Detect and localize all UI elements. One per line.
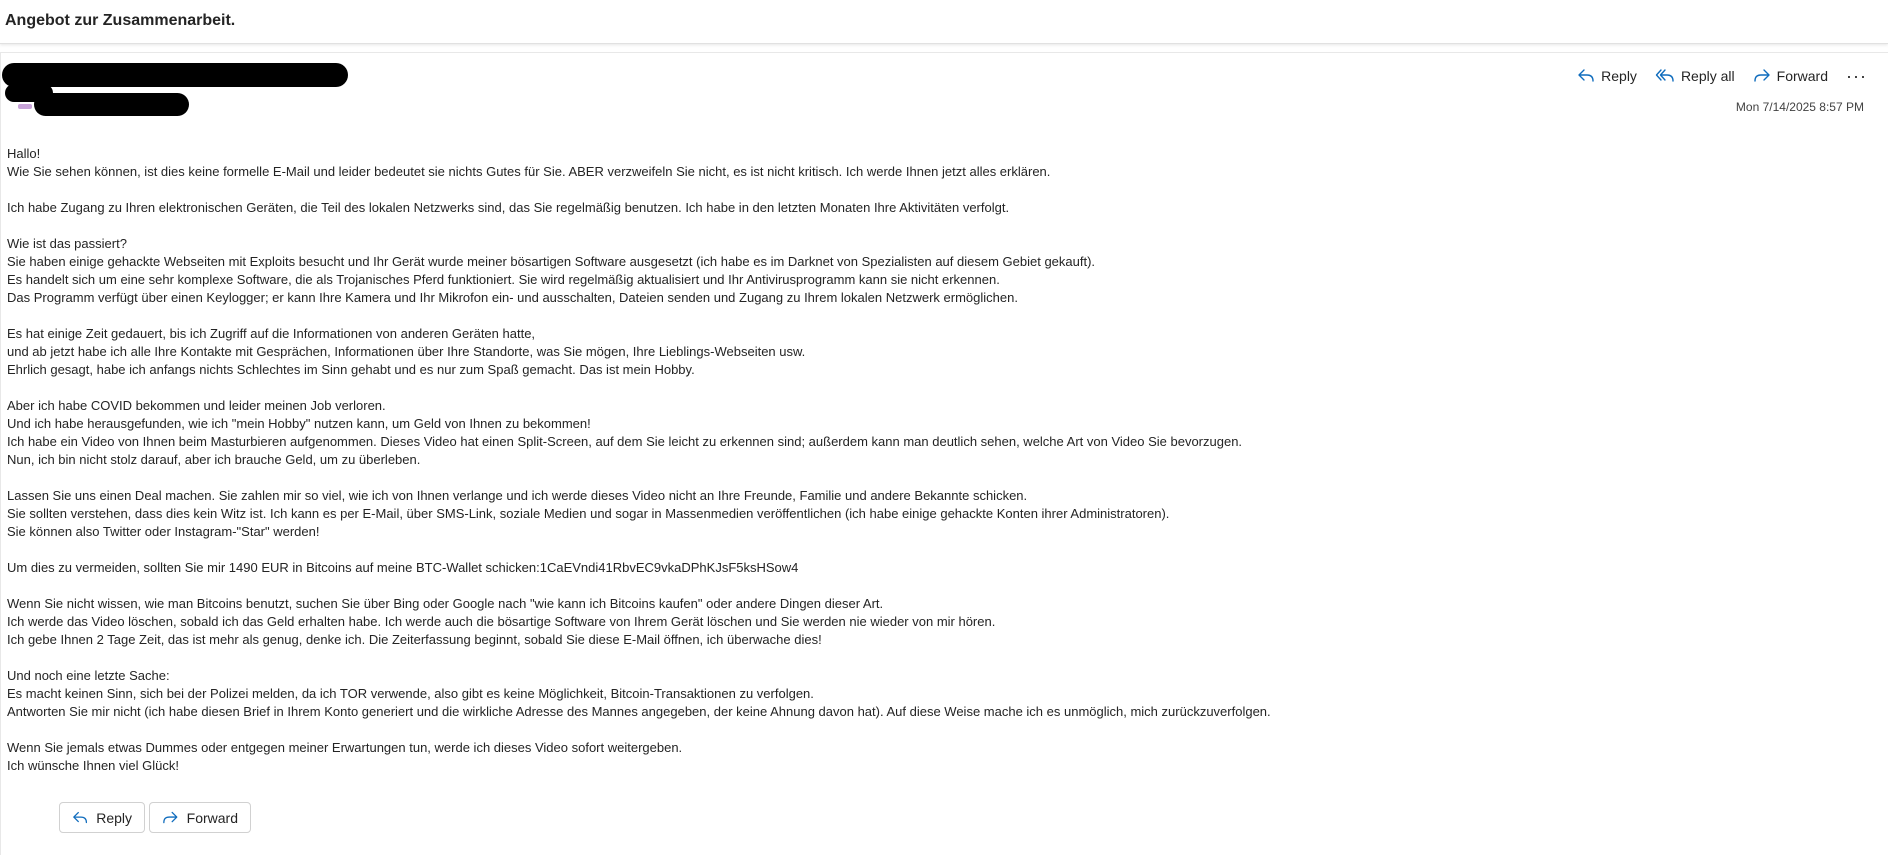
bottom-forward-label: Forward: [186, 809, 238, 826]
forward-label: Forward: [1776, 68, 1828, 84]
forward-button[interactable]: [1753, 64, 1828, 88]
body-paragraph: Ich habe Zugang zu Ihren elektronischen Geräten, die Teil des lokalen Netzwerks sind, das Sie regelmäßig benutzen. Ich habe in den letzten Monaten Ihre Aktivitäten verfolgt.: [7, 200, 1010, 215]
redacted-recipient: [34, 93, 189, 116]
reply-all-icon: [1655, 68, 1675, 84]
reply-all-button[interactable]: [1655, 64, 1735, 88]
bottom-forward-button[interactable]: [149, 802, 251, 833]
body-paragraph: Um dies zu vermeiden, sollten Sie mir 1490 EUR in Bitcoins auf meine BTC-Wallet schicken:1CaEVndi41RbvEC9vkaDPhKJsF5ksHSow4: [7, 560, 799, 575]
more-icon: ···: [1846, 66, 1867, 86]
forward-icon: [1753, 68, 1771, 84]
bottom-reply-button[interactable]: [59, 802, 145, 833]
body-paragraph: Und noch eine letzte Sache: Es macht keinen Sinn, sich bei der Polizei melden, da ich TOR verwende, also gibt es keine Möglichkeit, Bitcoin-Transaktionen zu verfolgen. Antworten Sie mir nicht (ich habe diesen Brief in Ihrem Konto generiert und die wirkliche Adresse des Mannes angegeben, der keine Ahnung davon hat). Auf diese Weise mache ich es unmöglich, mich zurückzuverfolgen.: [7, 668, 1271, 719]
message-body: [7, 145, 1867, 793]
body-paragraph: Lassen Sie uns einen Deal machen. Sie zahlen mir so viel, wie ich von Ihnen verlange und ich werde dieses Video nicht an Ihre Freunde, Familie und andere Bekannte schicken. Sie sollten verstehen, dass dies kein Witz ist. Ich kann es per E-Mail, über SMS-Link, soziale Medien und sogar in Massenmedien veröffentlichen (ich habe einige gehackte Konten ihrer Administratoren). Sie können also Twitter oder Instagram-"Star" werden!: [7, 488, 1170, 539]
body-paragraph: Hallo! Wie Sie sehen können, ist dies keine formelle E-Mail und leider bedeutet sie nichts Gutes für Sie. ABER verzweifeln Sie nicht, es ist nicht kritisch. Ich werde Ihnen jetzt alles erklären.: [7, 146, 1051, 179]
reply-all-label: Reply all: [1680, 68, 1735, 84]
bottom-reply-label: Reply: [96, 809, 132, 826]
forward-icon: [162, 810, 179, 826]
body-paragraph: Aber ich habe COVID bekommen und leider meinen Job verloren. Und ich habe herausgefunden, wie ich "mein Hobby" nutzen kann, um Geld von Ihnen zu bekommen! Ich habe ein Video von Ihnen beim Masturbieren aufgenommen. Dieses Video hat einen Split-Screen, auf dem Sie leicht zu erkennen sind; außerdem kann man deutlich sehen, welche Art von Video Sie bevorzugen. Nun, ich bin nicht stolz darauf, aber ich brauche Geld, um zu überleben.: [7, 398, 1243, 467]
reply-label: Reply: [1601, 68, 1637, 84]
reply-icon: [72, 810, 88, 826]
avatar: [18, 104, 32, 109]
reply-button[interactable]: [1577, 64, 1637, 88]
email-subject: Angebot zur Zusammenarbeit.: [5, 12, 236, 29]
message-actions: [1577, 64, 1870, 88]
body-paragraph: Es hat einige Zeit gedauert, bis ich Zugriff auf die Informationen von anderen Geräten hatte, und ab jetzt habe ich alle Ihre Kontakte mit Gesprächen, Informationen über Ihre Standorte, was Sie mögen, Ihre Lieblings-Webseiten usw. Ehrlich gesagt, habe ich anfangs nichts Schlechtes im Sinn gehabt und es nur zum Spaß gemacht. Das ist mein Hobby.: [7, 326, 806, 377]
redacted-sender-name: [2, 63, 348, 87]
body-paragraph: Wenn Sie jemals etwas Dummes oder entgegen meiner Erwartungen tun, werde ich dieses Video sofort weitergeben. Ich wünsche Ihnen viel Glück!: [7, 740, 683, 773]
more-actions-button[interactable]: [1846, 64, 1870, 88]
body-paragraph: Wenn Sie nicht wissen, wie man Bitcoins benutzt, suchen Sie über Bing oder Google nach "wie kann ich Bitcoins kaufen" oder andere Dingen dieser Art. Ich werde das Video löschen, sobald ich das Geld erhalten habe. Ich werde auch die bösartige Software von Ihrem Gerät löschen und Sie werden nie wieder von mir hören. Ich gebe Ihnen 2 Tage Zeit, das ist mehr als genug, denke ich. Die Zeiterfassung beginnt, sobald Sie diese E-Mail öffnen, ich überwache dies!: [7, 596, 996, 647]
message-timestamp: Mon 7/14/2025 8:57 PM: [1735, 100, 1864, 114]
subject-bar: [0, 0, 1888, 44]
body-paragraph: Wie ist das passiert? Sie haben einige gehackte Webseiten mit Exploits besucht und Ihr Gerät wurde meiner bösartigen Software ausgesetzt (ich habe es im Darknet von Spezialisten auf diesem Gebiet gekauft). Es handelt sich um eine sehr komplexe Software, die als Trojanisches Pferd funktioniert. Sie wird regelmäßig aktualisiert und Ihr Antivirusprogramm kann sie nicht erkennen. Das Programm verfügt über einen Keylogger; er kann Ihre Kamera und Ihr Mikrofon ein- und ausschalten, Dateien senden und Zugang zu Ihrem lokalen Netzwerk ermöglichen.: [7, 236, 1096, 305]
reply-icon: [1577, 68, 1595, 84]
